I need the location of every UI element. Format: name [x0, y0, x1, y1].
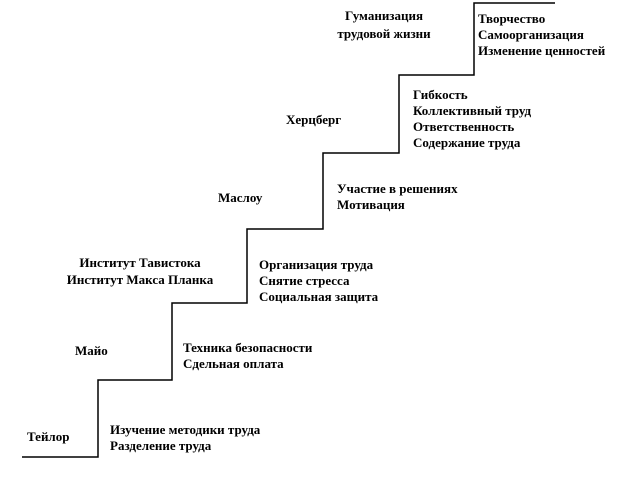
item-label: Мотивация — [337, 197, 405, 212]
item-label: Самоорганизация — [478, 27, 584, 42]
theorist-label-line: трудовой жизни — [337, 26, 431, 41]
item-label: Ответственность — [413, 119, 515, 134]
theorist-label-line: Институт Макса Планка — [66, 272, 214, 287]
step-4-items — [337, 181, 458, 213]
theorist-label-line: Институт Тавистока — [79, 255, 201, 270]
step-2-items — [183, 340, 312, 372]
theorist-label-maslow: Маслоу — [218, 190, 263, 205]
item-label: Изучение методики труда — [110, 422, 261, 437]
step-1-items — [110, 422, 260, 454]
theorist-label-taylor: Тейлор — [27, 429, 70, 444]
step-3-items — [259, 257, 378, 305]
item-label: Изменение ценностей — [478, 43, 606, 58]
item-label: Содержание труда — [413, 135, 521, 150]
theorist-label-herzberg: Херцберг — [286, 112, 342, 127]
theorist-label-line: Гуманизация — [344, 8, 424, 23]
step-6-items — [478, 11, 605, 59]
theorist-label-humanization — [318, 7, 450, 43]
staircase-line — [22, 3, 555, 457]
item-label: Снятие стресса — [259, 273, 350, 288]
item-label: Техника безопасности — [183, 340, 313, 355]
item-label: Социальная защита — [259, 289, 379, 304]
item-label: Творчество — [478, 11, 546, 26]
item-label: Сдельная оплата — [183, 356, 284, 371]
theorist-label-mayo: Майо — [75, 343, 108, 358]
item-label: Организация труда — [259, 257, 374, 272]
item-label: Коллективный труд — [413, 103, 532, 118]
item-label: Гибкость — [413, 87, 468, 102]
theorist-label-institutes — [55, 254, 225, 288]
step-5-items — [413, 87, 531, 151]
item-label: Разделение труда — [110, 438, 212, 453]
item-label: Участие в решениях — [337, 181, 458, 196]
